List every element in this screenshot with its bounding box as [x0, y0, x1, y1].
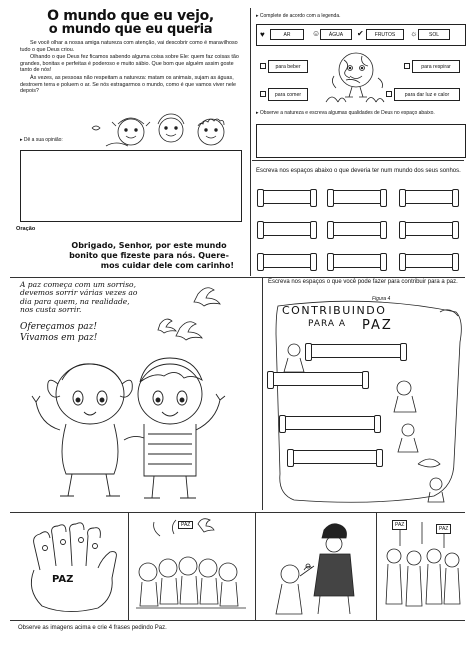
page-title-line2: o mundo que eu queria — [48, 22, 213, 37]
image-divider-1 — [128, 512, 129, 620]
peace-line-6: Vivamos em paz! — [20, 333, 98, 343]
peace-scroll-4[interactable] — [290, 450, 380, 464]
checkbox-para-beber[interactable] — [260, 63, 266, 69]
peace-line-2: devemos sorrir várias vezes ao — [20, 288, 138, 298]
smile-icon: ☺ — [312, 29, 321, 38]
peace-scroll-3[interactable] — [282, 416, 378, 430]
dream-scroll-9[interactable] — [402, 254, 456, 268]
dream-scroll-5[interactable] — [330, 222, 384, 236]
dream-scroll-1[interactable] — [260, 190, 314, 204]
tag-para-beber: para beber — [268, 60, 308, 73]
peace-hand-illustration — [18, 518, 126, 618]
intro-paragraph-2: Olhando o que Deus fez ficamos sabendo alguma coisa sobre Ele: quem faz coisas tão grandes, bonitas e perfeitas é poderoso e muito sábio. Que bom que alguém assim goste tanto de nós! — [20, 54, 239, 74]
opinion-prompt: ▸ Dê a sua opinião: — [20, 137, 63, 143]
center-divider-top — [250, 8, 251, 276]
sun-icon: ☼ — [410, 29, 418, 38]
banner-contribuindo: CONTRIBUINDO — [282, 304, 387, 317]
peace-contribution-instruction: Escreva nos espaços o que você pode fazer para contribuir para a paz. — [268, 279, 458, 285]
right-divider-1 — [252, 160, 464, 161]
banner-paz: PAZ — [362, 318, 393, 333]
dream-scroll-4[interactable] — [260, 222, 314, 236]
dream-scroll-2[interactable] — [330, 190, 384, 204]
sign-paz-1: PAZ — [392, 520, 407, 530]
checkbox-para-respirar[interactable] — [404, 63, 410, 69]
legend-agua: ÁGUA — [320, 29, 352, 40]
prayer-line-2: bonito que fizeste para nós. Quere- — [69, 251, 229, 260]
observe-prompt: ▸ Observe a natureza e escreva algumas qualidades de Deus no espaço abaixo. — [256, 110, 435, 116]
checkbox-para-comer[interactable] — [260, 91, 266, 97]
children-circle-illustration — [132, 516, 252, 618]
tag-para-dar-luz: para dar luz e calor — [394, 88, 460, 101]
bullet-icon: ▸ — [256, 110, 260, 116]
dream-scroll-8[interactable] — [330, 254, 384, 268]
intro-paragraph-3: Às vezes, as pessoas não respeitam a natureza: matam os animais, sujam as águas, destroem terra e poluem o ar. Se nós estragarmos o mundo, como é que vamos viver nele depois? — [20, 75, 237, 95]
dream-scroll-7[interactable] — [260, 254, 314, 268]
children-illustration — [86, 106, 246, 154]
heart-icon: ♥ — [260, 30, 265, 39]
peace-scroll-2[interactable] — [270, 372, 366, 386]
bottom-row-bottom — [10, 620, 465, 621]
bullet-icon: ▸ — [256, 13, 260, 19]
soldier-child-illustration — [260, 516, 374, 618]
tag-para-comer: para comer — [268, 88, 308, 101]
peace-line-5: Ofereçamos paz! — [20, 322, 97, 332]
tag-para-respirar: para respirar — [412, 60, 460, 73]
peace-scroll-1[interactable] — [308, 344, 404, 358]
center-divider-bottom — [262, 278, 263, 510]
legend-instruction: ▸ Complete de acordo com a legenda. — [256, 13, 341, 19]
figure-label: Figura 4 — [372, 296, 391, 302]
prayer-line-1: Obrigado, Senhor, por este mundo — [71, 241, 227, 250]
legend-frutos: FRUTOS — [366, 29, 404, 40]
prayer-line-3: mos cuidar dele com carinho! — [100, 261, 234, 270]
circle-paz-label: PAZ — [178, 521, 193, 529]
bottom-instruction: Observe as imagens acima e crie 4 frases pedindo Paz. — [18, 625, 167, 631]
dream-scroll-3[interactable] — [402, 190, 456, 204]
sign-paz-2: PAZ — [436, 524, 451, 534]
banner-para-a: PARA A — [308, 319, 347, 329]
protest-children-illustration — [380, 516, 466, 618]
dream-scroll-6[interactable] — [402, 222, 456, 236]
hand-paz-label: PAZ — [52, 574, 74, 585]
prayer-text — [60, 241, 238, 271]
image-divider-3 — [376, 512, 377, 620]
peace-line-4: nos custa sorrir. — [20, 305, 82, 315]
page-title-line1: O mundo que eu vejo, — [47, 8, 214, 24]
kids-hugging-illustration — [20, 350, 242, 508]
earth-character-illustration — [316, 48, 396, 108]
opinion-answer-box[interactable] — [20, 150, 242, 222]
intro-paragraph-1: Se você olhar a nossa amiga natureza com atenção, vai descobrir como é maravilhoso tudo o que Deus criou. — [20, 40, 238, 53]
image-divider-2 — [255, 512, 256, 620]
legend-sol: SOL — [418, 29, 450, 40]
checkmark-icon: ✔ — [357, 29, 364, 38]
oracao-label: Oração — [16, 226, 36, 232]
peace-line-1: A paz começa com um sorriso, — [20, 280, 136, 289]
bottom-row-top — [10, 512, 465, 513]
legend-ar: AR — [270, 29, 304, 40]
middle-divider — [10, 277, 465, 278]
dream-world-instruction: Escreva nos espaços abaixo o que deveria ter num mundo dos seus sonhos. — [256, 168, 461, 174]
qualities-answer-box[interactable] — [256, 124, 466, 158]
doves-illustration — [150, 284, 240, 348]
peace-line-3: dia para quem, na realidade, — [20, 296, 130, 306]
bullet-icon: ▸ — [20, 137, 24, 143]
